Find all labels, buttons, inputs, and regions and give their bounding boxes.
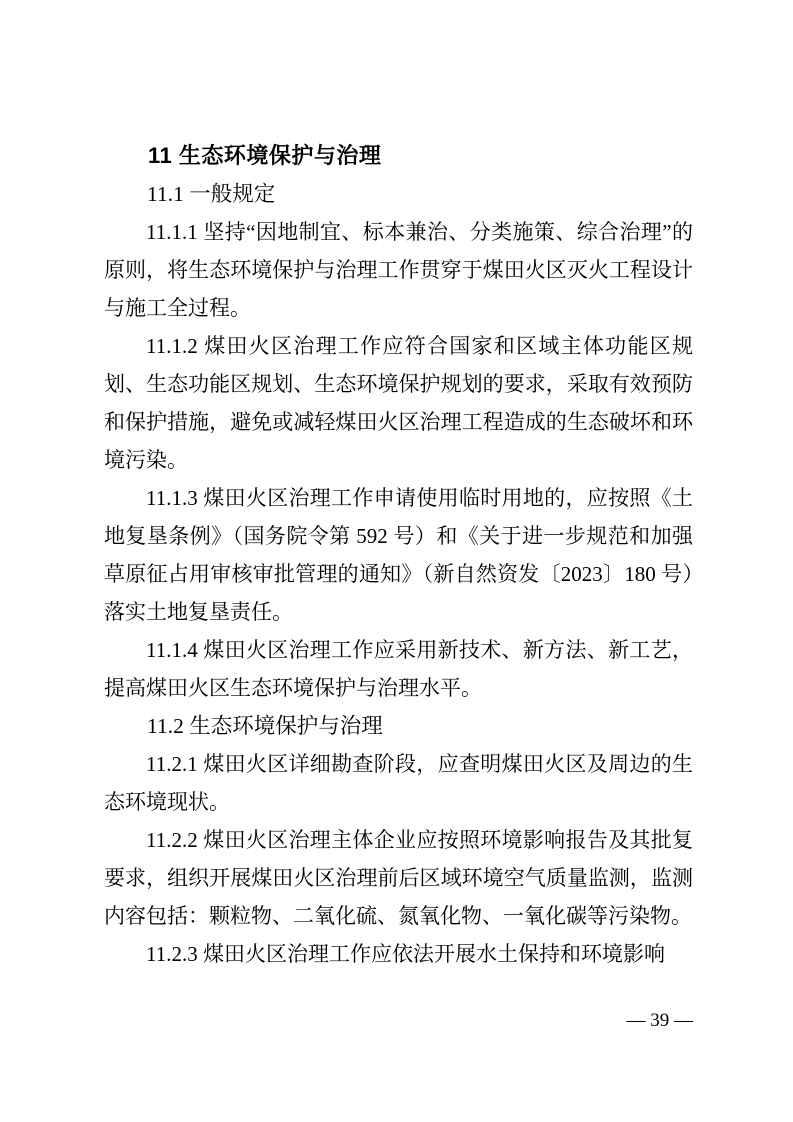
section-heading-11-1: 11.1 一般规定 [147,182,276,206]
clause-paragraph-11-2-3: 11.2.3 煤田火区治理工作应依法开展水土保持和环境影响 [146,942,665,966]
clause-paragraph-11-1-2: 11.1.2 煤田火区治理工作应符合国家和区域主体功能区规划、生态功能区规划、生态环境保护规划的要求，采取有效预防和保护措施，避免或减轻煤田火区治理工程造成的生态破坏和环境污染。 [104,334,693,472]
clause-paragraph-11-1-1: 11.1.1 坚持“因地制宜、标本兼治、分类施策、综合治理”的原则，将生态环境保护与治理工作贯穿于煤田火区灭火工程设计与施工全过程。 [104,220,693,320]
chapter-heading: 11 生态环境保护与治理 [148,143,382,168]
page-footer [627,1008,694,1034]
clause-paragraph-11-1-3: 11.1.3 煤田火区治理工作申请使用临时用地的，应按照《土地复垦条例》（国务院令第 592 号）和《关于进一步规范和加强草原征占用审核审批管理的通知》（新自然资发〔2023〕180 号）落实土地复垦责任。 [104,486,693,624]
page-number: — 39 — [626,1010,693,1031]
section-heading-11-2: 11.2 生态环境保护与治理 [147,714,383,738]
clause-paragraph-11-2-1: 11.2.1 煤田火区详细勘查阶段，应查明煤田火区及周边的生态环境现状。 [104,752,693,814]
document-content [104,137,693,973]
clause-paragraph-11-2-2: 11.2.2 煤田火区治理主体企业应按照环境影响报告及其批复要求，组织开展煤田火区治理前后区域环境空气质量监测，监测内容包括：颗粒物、二氧化硫、氮氧化物、一氧化碳等污染物。 [104,828,693,928]
clause-paragraph-11-1-4: 11.1.4 煤田火区治理工作应采用新技术、新方法、新工艺，提高煤田火区生态环境保护与治理水平。 [104,638,693,700]
